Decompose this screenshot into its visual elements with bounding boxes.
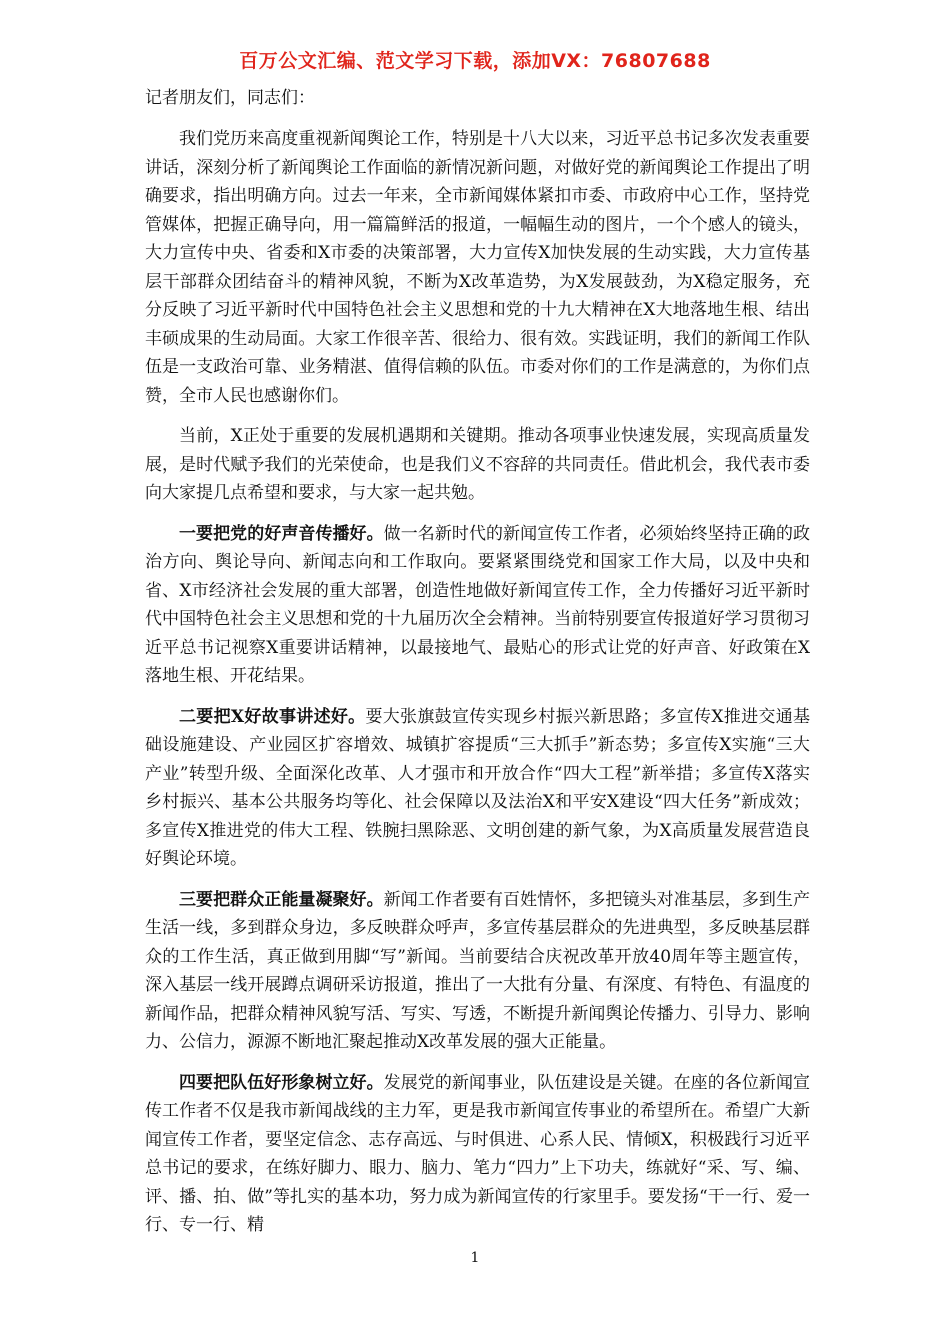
- salutation: 记者朋友们，同志们：: [145, 88, 315, 108]
- page-number: 1: [470, 1250, 480, 1266]
- paragraph-5: [145, 886, 810, 1057]
- paragraph-2: [145, 422, 810, 508]
- paragraph-lead: 一要把党的好声音传播好。: [179, 523, 384, 544]
- paragraph-text: 要大张旗鼓宣传实现乡村振兴新思路；多宣传X推进交通基础设施建设、产业园区扩容增效、城镇扩容提质“三大抓手”新态势；多宣传X实施“三大产业”转型升级、全面深化改革、人才强市和开放合作“四大工程”新举措；多宣传X落实乡村振兴、基本公共服务均等化、社会保障以及法治X和平安X建设“四大任务”新成效；多宣传X推进党的伟大工程、铁腕扫黑除恶、文明创建的新气象，为X高质量发展营造良好舆论环境。: [145, 706, 810, 869]
- paragraph-lead: 三要把群众正能量凝聚好。: [179, 889, 384, 910]
- header-banner: 百万公文汇编、范文学习下载，添加VX：76807688: [239, 50, 711, 72]
- paragraph-lead: 二要把X好故事讲述好。: [179, 706, 366, 727]
- paragraph-lead: 四要把队伍好形象树立好。: [179, 1072, 384, 1093]
- paragraph-6: [145, 1069, 810, 1240]
- paragraph-text: 做一名新时代的新闻宣传工作者，必须始终坚持正确的政治方向、舆论导向、新闻志向和工作取向。要紧紧围绕党和国家工作大局，以及中央和省、X市经济社会发展的重大部署，创造性地做好新闻宣传工作，全力传播好习近平新时代中国特色社会主义思想和党的十九届历次全会精神。当前特别要宣传报道好学习贯彻习近平总书记视察X重要讲话精神，以最接地气、最贴心的形式让党的好声音、好政策在X落地生根、开花结果。: [145, 523, 811, 686]
- paragraph-4: [145, 703, 810, 874]
- paragraph-text: 当前，X正处于重要的发展机遇期和关键期。推动各项事业快速发展，实现高质量发展，是时代赋予我们的光荣使命，也是我们义不容辞的共同责任。借此机会，我代表市委向大家提几点希望和要求，与大家一起共勉。: [145, 426, 810, 503]
- paragraph-text: 发展党的新闻事业，队伍建设是关键。在座的各位新闻宣传工作者不仅是我市新闻战线的主力军，更是我市新闻宣传事业的希望所在。希望广大新闻宣传工作者，要坚定信念、志存高远、与时俱进、心系人民、情倾X，积极践行习近平总书记的要求，在练好脚力、眼力、脑力、笔力“四力”上下功夫，练就好“采、写、编、评、播、拍、做”等扎实的基本功，努力成为新闻宣传的行家里手。要发扬“干一行、爱一行、专一行、精: [145, 1072, 811, 1235]
- document-body: [145, 84, 810, 1252]
- paragraph-text: 新闻工作者要有百姓情怀，多把镜头对准基层，多到生产生活一线，多到群众身边，多反映群众呼声，多宣传基层群众的先进典型，多反映基层群众的工作生活，真正做到用脚“写”新闻。当前要结合庆祝改革开放40周年等主题宣传，深入基层一线开展蹲点调研采访报道，推出了一大批有分量、有深度、有特色、有温度的新闻作品，把群众精神风貌写活、写实、写透，不断提升新闻舆论传播力、引导力、影响力、公信力，源源不断地汇聚起推动X改革发展的强大正能量。: [145, 889, 811, 1052]
- paragraph-1: [145, 125, 810, 410]
- paragraph-text: 我们党历来高度重视新闻舆论工作，特别是十八大以来，习近平总书记多次发表重要讲话，深刻分析了新闻舆论工作面临的新情况新问题，对做好党的新闻舆论工作提出了明确要求，指出明确方向。过去一年来，全市新闻媒体紧扣市委、市政府中心工作，坚持党管媒体，把握正确导向，用一篇篇鲜活的报道，一幅幅生动的图片，一个个感人的镜头，大力宣传中央、省委和X市委的决策部署，大力宣传X加快发展的生动实践，大力宣传基层干部群众团结奋斗的精神风貌，不断为X改革造势，为X发展鼓劲，为X稳定服务，充分反映了习近平新时代中国特色社会主义思想和党的十九大精神在X大地落地生根、结出丰硕成果的生动局面。大家工作很辛苦、很给力、很有效。实践证明，我们的新闻工作队伍是一支政治可靠、业务精湛、值得信赖的队伍。市委对你们的工作是满意的，为你们点赞，全市人民也感谢你们。: [145, 129, 810, 406]
- paragraph-3: [145, 520, 810, 691]
